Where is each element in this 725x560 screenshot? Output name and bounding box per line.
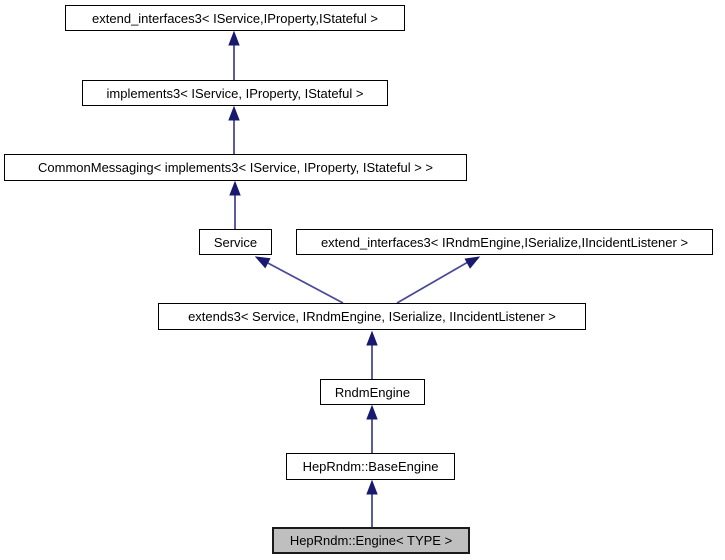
node-commonmessaging[interactable]: CommonMessaging< implements3< IService, IProperty, IStateful > > [4,154,467,181]
inheritance-arrow [367,481,377,527]
inheritance-arrow [367,406,377,453]
inheritance-arrow [397,257,479,303]
node-service[interactable]: Service [199,229,272,255]
node-rndmengine[interactable]: RndmEngine [320,379,425,405]
node-heprndm-engine-type: HepRndm::Engine< TYPE > [272,527,470,554]
node-implements3[interactable]: implements3< IService, IProperty, IStateful > [82,80,388,106]
inheritance-arrow [367,332,377,379]
node-extend-interfaces3-irndmengine[interactable]: extend_interfaces3< IRndmEngine,ISerialize,IIncidentListener > [296,229,713,255]
inheritance-arrow [229,107,239,154]
inheritance-arrow [229,32,239,80]
node-extend-interfaces3-iservice[interactable]: extend_interfaces3< IService,IProperty,IStateful > [65,5,405,31]
node-extends3[interactable]: extends3< Service, IRndmEngine, ISerialize, IIncidentListener > [158,303,586,330]
node-heprndm-baseengine[interactable]: HepRndm::BaseEngine [286,453,455,480]
inheritance-arrow [230,182,240,229]
inheritance-arrow [256,257,343,303]
